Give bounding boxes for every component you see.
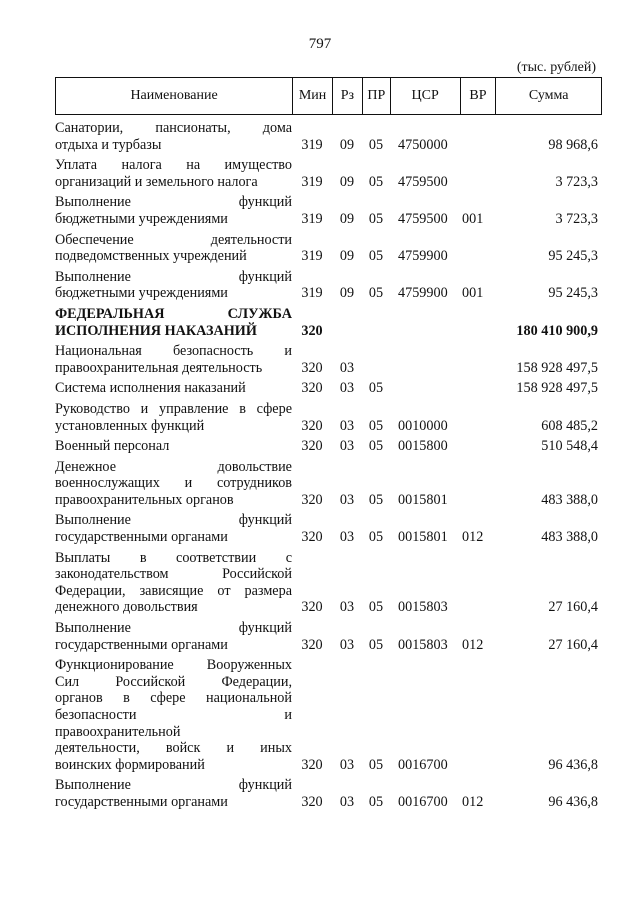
cell-vr: 012 bbox=[462, 793, 484, 810]
cell-csr: 4759900 bbox=[398, 285, 448, 302]
table-row bbox=[55, 232, 602, 265]
cell-sum: 95 245,3 bbox=[548, 285, 598, 302]
row-name bbox=[55, 380, 292, 397]
cell-sum: 158 928 497,5 bbox=[516, 359, 598, 376]
cell-rz: 03 bbox=[339, 793, 355, 810]
cell-sum: 96 436,8 bbox=[548, 793, 598, 810]
row-name bbox=[55, 120, 292, 153]
cell-pr: 05 bbox=[368, 636, 384, 653]
row-name-line: Денежное довольствие bbox=[55, 458, 292, 475]
row-name-line: Национальная безопасность и bbox=[55, 343, 292, 360]
row-name-line: правоохранительной bbox=[55, 723, 181, 740]
cell-pr: 05 bbox=[368, 173, 384, 190]
table-row bbox=[55, 657, 602, 773]
row-name bbox=[55, 306, 292, 339]
header-min: Мин bbox=[292, 78, 332, 114]
table-row bbox=[55, 157, 602, 190]
cell-pr: 05 bbox=[368, 248, 384, 265]
cell-min: 320 bbox=[301, 491, 323, 508]
row-name bbox=[55, 269, 292, 302]
cell-csr: 4759500 bbox=[398, 173, 448, 190]
cell-pr: 05 bbox=[368, 210, 384, 227]
table-row bbox=[55, 194, 602, 227]
row-name bbox=[55, 512, 292, 545]
row-name-line: Санатории, пансионаты, дома bbox=[55, 120, 292, 136]
row-name-line: Сил Российской Федерации, bbox=[55, 673, 292, 690]
cell-min: 319 bbox=[301, 210, 323, 227]
cell-sum: 510 548,4 bbox=[541, 438, 598, 455]
row-name bbox=[55, 343, 292, 376]
table-row bbox=[55, 306, 602, 339]
cell-csr: 0015803 bbox=[398, 636, 448, 653]
cell-pr: 05 bbox=[368, 599, 384, 616]
table-row bbox=[55, 550, 602, 616]
cell-sum: 483 388,0 bbox=[541, 529, 598, 546]
cell-min: 320 bbox=[301, 438, 323, 455]
cell-sum: 158 928 497,5 bbox=[516, 380, 598, 397]
row-name bbox=[55, 620, 292, 653]
cell-rz: 03 bbox=[339, 380, 355, 397]
cell-min: 320 bbox=[301, 756, 323, 773]
cell-sum: 483 388,0 bbox=[541, 491, 598, 508]
table-row bbox=[55, 459, 602, 509]
units-label: (тыс. рублей) bbox=[516, 60, 596, 75]
row-name-line: Выполнение функций bbox=[55, 194, 292, 211]
cell-csr: 4759500 bbox=[398, 210, 448, 227]
cell-min: 320 bbox=[301, 529, 323, 546]
row-name-line: государственными органами bbox=[55, 636, 228, 653]
table-row bbox=[55, 120, 602, 153]
cell-min: 320 bbox=[301, 599, 323, 616]
cell-pr: 05 bbox=[368, 417, 384, 434]
row-name-line: Военный персонал bbox=[55, 438, 170, 455]
row-name-line: бюджетными учреждениями bbox=[55, 210, 228, 227]
row-name bbox=[55, 459, 292, 509]
cell-csr: 4759900 bbox=[398, 248, 448, 265]
table-row bbox=[55, 343, 602, 376]
cell-rz: 03 bbox=[339, 599, 355, 616]
cell-min: 319 bbox=[301, 173, 323, 190]
row-name bbox=[55, 550, 292, 616]
cell-pr: 05 bbox=[368, 756, 384, 773]
header-vr: ВР bbox=[460, 78, 496, 114]
table-body bbox=[55, 120, 602, 815]
table-row bbox=[55, 380, 602, 397]
header-pr: ПР bbox=[362, 78, 390, 114]
cell-min: 319 bbox=[301, 136, 323, 153]
row-name bbox=[55, 232, 292, 265]
cell-sum: 608 485,2 bbox=[541, 417, 598, 434]
cell-min: 319 bbox=[301, 248, 323, 265]
row-name-line: органов в сфере национальной bbox=[55, 690, 292, 707]
header-sum: Сумма bbox=[495, 78, 601, 114]
row-name-line: подведомственных учреждений bbox=[55, 248, 247, 265]
row-name-line: Система исполнения наказаний bbox=[55, 380, 246, 397]
header-csr: ЦСР bbox=[390, 78, 460, 114]
row-name-line: Выплаты в соответствии с bbox=[55, 549, 292, 566]
header-rz: Рз bbox=[332, 78, 362, 114]
row-name bbox=[55, 657, 292, 773]
cell-pr: 05 bbox=[368, 380, 384, 397]
cell-pr: 05 bbox=[368, 793, 384, 810]
cell-csr: 0016700 bbox=[398, 793, 448, 810]
row-name-line: Руководство и управление в сфере bbox=[55, 400, 292, 417]
cell-min: 320 bbox=[301, 417, 323, 434]
cell-vr: 012 bbox=[462, 529, 484, 546]
cell-csr: 0015803 bbox=[398, 599, 448, 616]
cell-rz: 03 bbox=[339, 529, 355, 546]
cell-rz: 03 bbox=[339, 359, 355, 376]
row-name-line: Выполнение функций bbox=[55, 268, 292, 285]
cell-rz: 09 bbox=[339, 136, 355, 153]
cell-sum: 27 160,4 bbox=[548, 599, 598, 616]
cell-csr: 0015800 bbox=[398, 438, 448, 455]
cell-sum: 98 968,6 bbox=[548, 136, 598, 153]
cell-min: 320 bbox=[301, 380, 323, 397]
row-name bbox=[55, 194, 292, 227]
cell-csr: 0010000 bbox=[398, 417, 448, 434]
cell-rz: 03 bbox=[339, 438, 355, 455]
cell-rz: 09 bbox=[339, 248, 355, 265]
table-row bbox=[55, 438, 602, 455]
cell-rz: 09 bbox=[339, 210, 355, 227]
cell-pr: 05 bbox=[368, 438, 384, 455]
cell-min: 320 bbox=[301, 359, 323, 376]
cell-sum: 3 723,3 bbox=[555, 210, 598, 227]
row-name-line: ФЕДЕРАЛЬНАЯ СЛУЖБА bbox=[55, 305, 292, 322]
row-name-line: Выполнение функций bbox=[55, 777, 292, 794]
row-name-line: Уплата налога на имущество bbox=[55, 157, 292, 174]
table-row bbox=[55, 777, 602, 810]
row-name bbox=[55, 777, 292, 810]
cell-rz: 03 bbox=[339, 756, 355, 773]
row-name-line: Функционирование Вооруженных bbox=[55, 657, 292, 674]
row-name-line: воинских формирований bbox=[55, 756, 205, 773]
row-name-line: государственными органами bbox=[55, 793, 228, 810]
cell-rz: 09 bbox=[339, 173, 355, 190]
cell-csr: 0015801 bbox=[398, 491, 448, 508]
cell-rz: 03 bbox=[339, 636, 355, 653]
row-name-line: военнослужащих и сотрудников bbox=[55, 475, 292, 492]
row-name-line: правоохранительных органов bbox=[55, 491, 234, 508]
cell-vr: 001 bbox=[462, 210, 484, 227]
header-name: Наименование bbox=[130, 88, 218, 103]
row-name-line: законодательством Российской bbox=[55, 566, 292, 583]
cell-pr: 05 bbox=[368, 285, 384, 302]
row-name-line: организаций и земельного налога bbox=[55, 173, 258, 190]
row-name-line: государственными органами bbox=[55, 529, 228, 546]
cell-rz: 09 bbox=[339, 285, 355, 302]
cell-sum: 95 245,3 bbox=[548, 248, 598, 265]
row-name bbox=[55, 438, 292, 455]
row-name-line: правоохранительная деятельность bbox=[55, 359, 263, 376]
cell-sum: 27 160,4 bbox=[548, 636, 598, 653]
row-name-line: ИСПОЛНЕНИЯ НАКАЗАНИЙ bbox=[55, 322, 257, 339]
row-name-line: безопасности и bbox=[55, 707, 292, 723]
row-name-line: Обеспечение деятельности bbox=[55, 231, 292, 248]
cell-pr: 05 bbox=[368, 136, 384, 153]
table-row bbox=[55, 401, 602, 434]
table-row bbox=[55, 269, 602, 302]
row-name-line: бюджетными учреждениями bbox=[55, 285, 228, 302]
cell-min: 320 bbox=[301, 793, 323, 810]
row-name-line: деятельности, войск и иных bbox=[55, 740, 292, 757]
cell-min: 320 bbox=[301, 322, 323, 339]
cell-csr: 4750000 bbox=[398, 136, 448, 153]
row-name-line: отдыха и турбазы bbox=[55, 136, 162, 153]
row-name-line: установленных функций bbox=[55, 417, 205, 434]
cell-csr: 0015801 bbox=[398, 529, 448, 546]
row-name bbox=[55, 401, 292, 434]
row-name-line: денежного довольствия bbox=[55, 599, 198, 616]
page-number: 797 bbox=[308, 36, 332, 52]
row-name-line: Выполнение функций bbox=[55, 512, 292, 529]
row-name-line: Выполнение функций bbox=[55, 620, 292, 637]
cell-csr: 0016700 bbox=[398, 756, 448, 773]
cell-vr: 001 bbox=[462, 285, 484, 302]
cell-sum: 180 410 900,9 bbox=[516, 322, 598, 339]
table-header bbox=[55, 77, 602, 115]
cell-sum: 3 723,3 bbox=[555, 173, 598, 190]
cell-min: 319 bbox=[301, 285, 323, 302]
row-name bbox=[55, 157, 292, 190]
table-row bbox=[55, 620, 602, 653]
cell-rz: 03 bbox=[339, 417, 355, 434]
cell-vr: 012 bbox=[462, 636, 484, 653]
cell-pr: 05 bbox=[368, 491, 384, 508]
cell-min: 320 bbox=[301, 636, 323, 653]
cell-pr: 05 bbox=[368, 529, 384, 546]
cell-rz: 03 bbox=[339, 491, 355, 508]
cell-sum: 96 436,8 bbox=[548, 756, 598, 773]
table-row bbox=[55, 512, 602, 545]
row-name-line: Федерации, зависящие от размера bbox=[55, 582, 292, 599]
